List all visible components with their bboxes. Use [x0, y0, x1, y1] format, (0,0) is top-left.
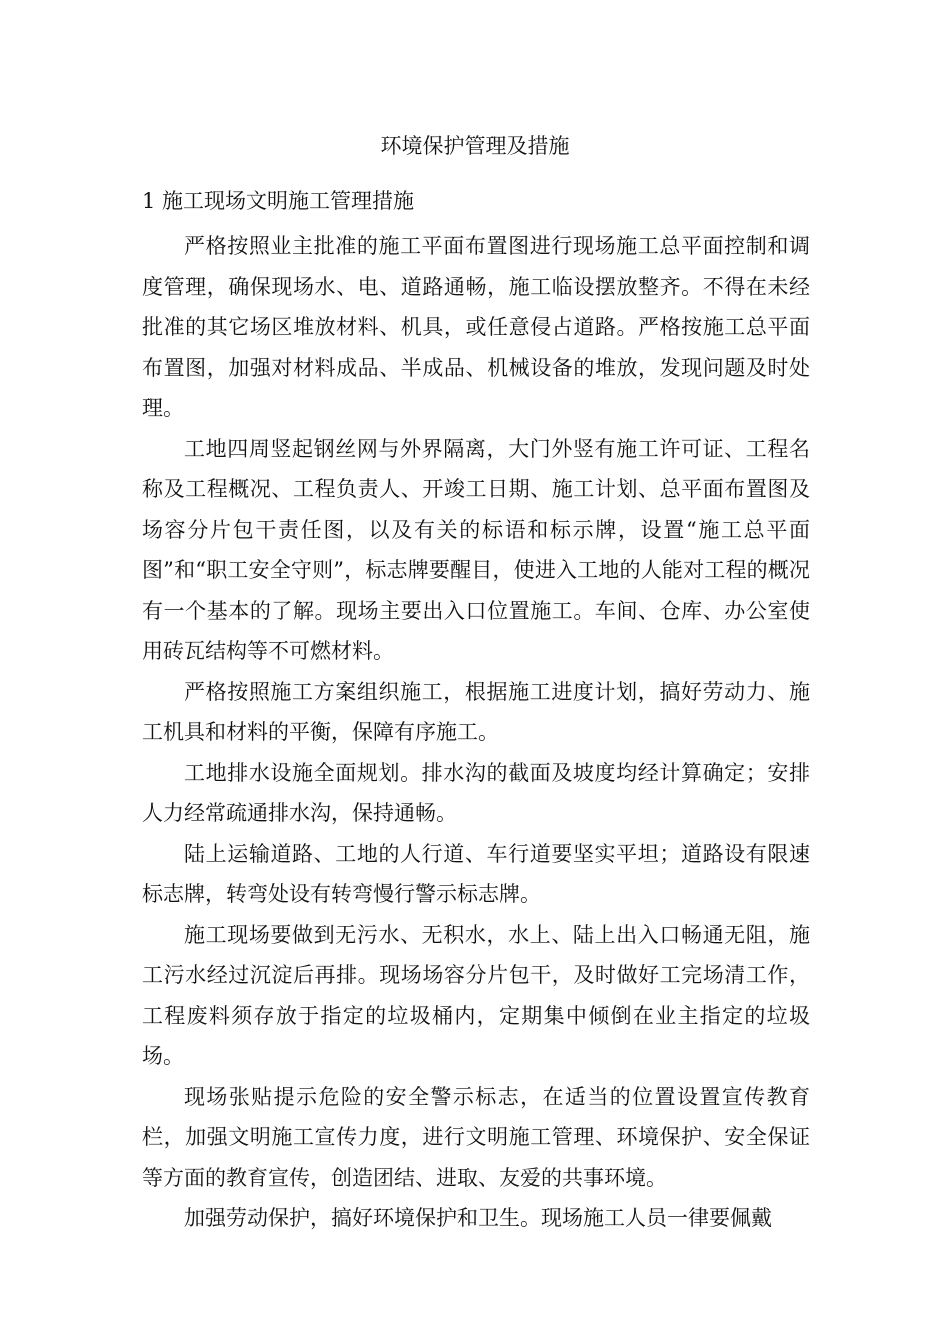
- document-title: 环境保护管理及措施: [380, 134, 570, 158]
- paragraph: 现场张贴提示危险的安全警示标志，在适当的位置设置宣传教育栏，加强文明施工宣传力度，进行文明施工管理、环境保护、安全保证等方面的教育宣传，创造团结、进取、友爱的共事环境。: [142, 1084, 810, 1190]
- paragraph: 施工现场要做到无污水、无积水，水上、陆上出入口畅通无阻，施工污水经过沉淀后再排。现场场容分片包干，及时做好工完场清工作，工程废料须存放于指定的垃圾桶内，定期集中倾倒在业主指定的垃圾场。: [142, 922, 810, 1068]
- paragraph: 工地四周竖起钢丝网与外界隔离，大门外竖有施工许可证、工程名称及工程概况、工程负责人、开竣工日期、施工计划、总平面布置图及场容分片包干责任图，以及有关的标语和标示牌，设置“施工总平面图”和“职工安全守则”，标志牌要醒目，使进入工地的人能对工程的概况有一个基本的了解。现场主要出入口位置施工。车间、仓库、办公室使用砖瓦结构等不可燃材料。: [142, 436, 810, 663]
- paragraph: 加强劳动保护，搞好环境保护和卫生。现场施工人员一律要佩戴: [184, 1206, 772, 1230]
- document-body: [142, 226, 810, 1239]
- paragraph: 陆上运输道路、工地的人行道、车行道要坚实平坦；道路设有限速标志牌，转弯处设有转弯慢行警示标志牌。: [142, 841, 810, 906]
- paragraph: 严格按照施工方案组织施工，根据施工进度计划，搞好劳动力、施工机具和材料的平衡，保障有序施工。: [142, 679, 810, 744]
- paragraph: 工地排水设施全面规划。排水沟的截面及坡度均经计算确定；安排人力经常疏通排水沟，保持通畅。: [142, 760, 810, 825]
- paragraph: 严格按照业主批准的施工平面布置图进行现场施工总平面控制和调度管理，确保现场水、电、道路通畅，施工临设摆放整齐。不得在未经批准的其它场区堆放材料、机具，或任意侵占道路。严格按施工总平面布置图，加强对材料成品、半成品、机械设备的堆放，发现问题及时处理。: [142, 234, 810, 420]
- section-heading: 1 施工现场文明施工管理措施: [142, 189, 415, 213]
